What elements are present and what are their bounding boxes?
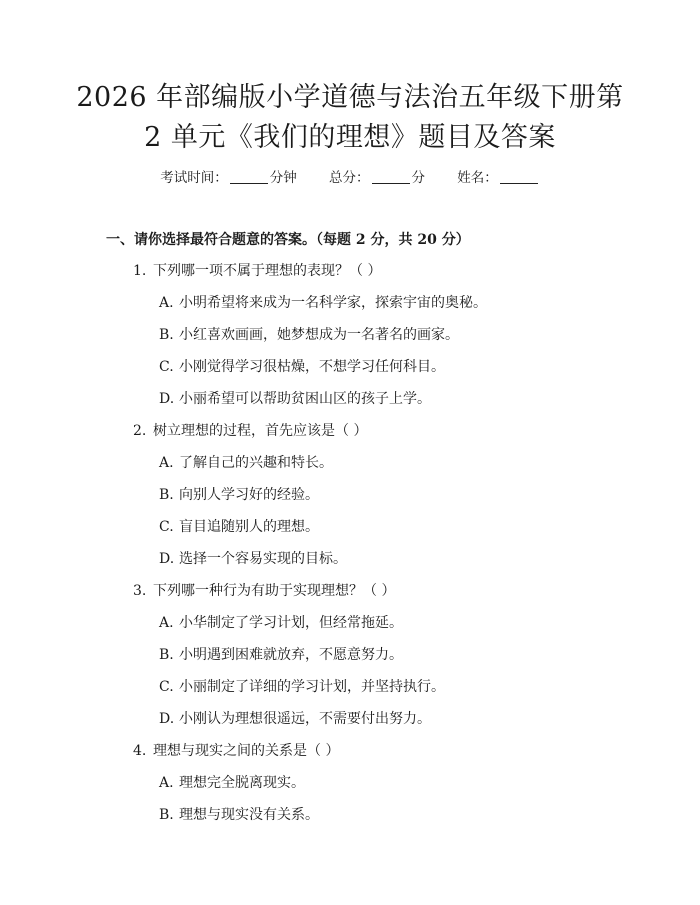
option-text: 小红喜欢画画，她梦想成为一名著名的画家。 — [179, 327, 459, 343]
question-text: 下列哪一种行为有助于实现理想？（ ） — [153, 583, 396, 599]
question-2 — [133, 421, 367, 441]
exam-time-blank — [230, 169, 268, 184]
option-text: 小刚觉得学习很枯燥，不想学习任何科目。 — [179, 359, 445, 375]
question-number: 2. — [133, 423, 147, 439]
option-letter: B. — [159, 807, 174, 823]
question-3-option-d — [159, 709, 431, 729]
total-score-field — [329, 168, 425, 188]
option-letter: C. — [159, 359, 174, 375]
option-letter: D. — [159, 551, 175, 567]
option-letter: C. — [159, 679, 174, 695]
total-score-label: 总分： — [329, 170, 370, 186]
name-label: 姓名： — [457, 170, 498, 186]
option-text: 小明希望将来成为一名科学家，探索宇宙的奥秘。 — [179, 295, 487, 311]
option-letter: C. — [159, 519, 174, 535]
document-title-line-2: 2 单元《我们的理想》题目及答案 — [144, 122, 556, 153]
question-3-option-a — [159, 613, 403, 633]
question-1 — [133, 261, 381, 281]
option-text: 理想完全脱离现实。 — [179, 775, 305, 791]
name-blank — [500, 169, 538, 184]
option-letter: A. — [159, 615, 174, 631]
option-text: 理想与现实没有关系。 — [179, 807, 319, 823]
question-3 — [133, 581, 395, 601]
option-text: 了解自己的兴趣和特长。 — [179, 455, 333, 471]
question-3-option-c — [159, 677, 445, 697]
section-heading-1: 一、请你选择最符合题意的答案。（每题 2 分，共 20 分） — [106, 232, 470, 248]
option-letter: A. — [159, 295, 174, 311]
option-text: 盲目追随别人的理想。 — [179, 519, 319, 535]
option-text: 选择一个容易实现的目标。 — [179, 551, 347, 567]
total-score-blank — [372, 169, 410, 184]
exam-info-line — [0, 168, 700, 188]
question-2-option-a — [159, 453, 333, 473]
question-2-option-d — [159, 549, 347, 569]
option-text: 小刚认为理想很遥远，不需要付出努力。 — [179, 711, 431, 727]
option-text: 向别人学习好的经验。 — [179, 487, 319, 503]
question-number: 3. — [133, 583, 147, 599]
question-number: 4. — [133, 743, 147, 759]
option-letter: A. — [159, 455, 174, 471]
question-3-option-b — [159, 645, 403, 665]
document-title-line-1: 2026 年部编版小学道德与法治五年级下册第 — [76, 82, 624, 113]
question-text: 树立理想的过程，首先应该是（ ） — [153, 423, 368, 439]
question-number: 1. — [133, 263, 147, 279]
option-letter: B. — [159, 647, 174, 663]
option-text: 小丽希望可以帮助贫困山区的孩子上学。 — [179, 391, 431, 407]
option-letter: D. — [159, 711, 175, 727]
option-letter: D. — [159, 391, 175, 407]
question-1-option-d — [159, 389, 431, 409]
option-letter: A. — [159, 775, 174, 791]
total-score-unit: 分 — [411, 170, 425, 186]
question-text: 理想与现实之间的关系是（ ） — [153, 743, 340, 759]
question-1-option-a — [159, 293, 487, 313]
option-text: 小明遇到困难就放弃，不愿意努力。 — [179, 647, 403, 663]
option-text: 小华制定了学习计划，但经常拖延。 — [179, 615, 403, 631]
question-4-option-b — [159, 805, 319, 825]
option-text: 小丽制定了详细的学习计划，并坚持执行。 — [179, 679, 445, 695]
name-field — [457, 168, 540, 188]
question-2-option-c — [159, 517, 319, 537]
exam-time-label: 考试时间： — [160, 170, 228, 186]
option-letter: B. — [159, 487, 174, 503]
question-1-option-b — [159, 325, 459, 345]
question-4 — [133, 741, 339, 761]
exam-time-unit: 分钟 — [269, 170, 297, 186]
option-letter: B. — [159, 327, 174, 343]
question-4-option-a — [159, 773, 305, 793]
question-text: 下列哪一项不属于理想的表现？（ ） — [153, 263, 382, 279]
exam-time-field — [160, 168, 297, 188]
question-1-option-c — [159, 357, 445, 377]
question-2-option-b — [159, 485, 319, 505]
